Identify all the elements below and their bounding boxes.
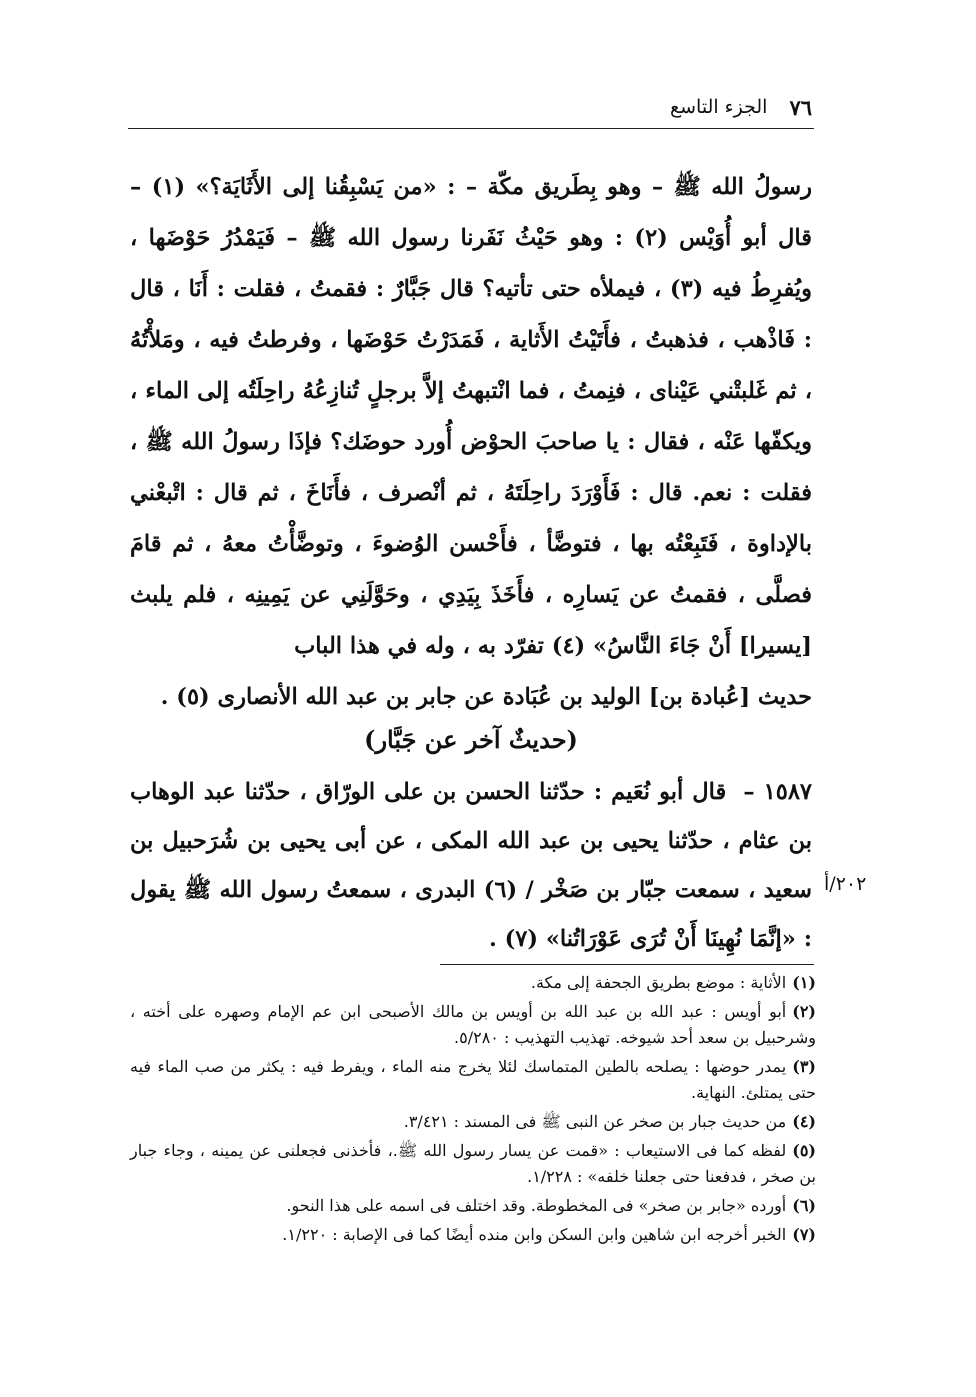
running-header [130, 88, 812, 126]
hadith-block [130, 768, 812, 964]
footnote-number: (٥) [792, 1141, 816, 1160]
footnote [130, 1054, 816, 1106]
hadith-text: قال أبو نُعَيم : حدّثنا الحسن بن على الورّاق ، حدّثنا عبد الوهاب بن عثام ، حدّثنا يحيى بن عبد الله المكى ، عن أبى يحيى بن شُرَحبيل بن سعيد ، سمعت جبّار بن صَخْر / (٦) البدرى ، سمعتُ رسول الله ﷺ يقول : «إنَّمَا نُهِينَا أَنْ تُرَى عَوْرَاتُنا» (٧) . [130, 779, 812, 952]
hadith-number: ١٥٨٧ – [743, 779, 812, 805]
footnote-number: (٧) [792, 1225, 816, 1244]
footnote-number: (٦) [792, 1196, 816, 1215]
footnotes [130, 970, 816, 1251]
margin-reference: ٢٠٢/أ [824, 873, 867, 895]
hadith-paragraph [130, 768, 812, 964]
footnote [130, 1193, 816, 1219]
footnote-text: لفظه كما فى الاستيعاب : «قمت عن يسار رسول الله ﷺ.، فأخذنى فجعلنى عن يمينه ، وجاء جبار بن صخر ، فدفعنا حتى جعلنا خلفه» : ١/٢٢٨. [130, 1141, 816, 1186]
footnote-text: من حديث جبار بن صخر عن النبى ﷺ فى المسند : ٣/٤٢١. [403, 1112, 787, 1131]
footnote-text: يمدر حوضها : يصلحه بالطين المتماسك لئلا يخرج منه الماء ، ويفرط فيه : يكثر من صب الماء فيه حتى يمتلئ. النهاية. [130, 1057, 816, 1102]
footnote-number: (١) [792, 973, 816, 992]
footnote-text: أبو أويس : عبد الله بن عبد الله بن أويس بن مالك الأصبحى ابن عم الإمام وصهره على أخته ، وشرحبيل بن سعد أحد شيوخه. تهذيب التهذيب : ٥/٢٨٠. [130, 1002, 816, 1047]
footnote-text: الأثاية : موضع بطريق الجحفة إلى مكة. [530, 973, 787, 992]
footnote [130, 1109, 816, 1135]
header-rule [128, 128, 814, 129]
footnote [130, 1138, 816, 1190]
main-paragraph-last-line: حديث [عُبادة بن] الوليد بن عُبَادة عن جابر بن عبد الله الأنصارى (٥) . [160, 684, 812, 710]
footnote [130, 1222, 816, 1248]
section-heading: (حديثٌ آخر عن جَبَّار) [364, 725, 578, 754]
footnote-number: (٤) [792, 1112, 816, 1131]
main-text-block [130, 162, 812, 723]
footnote-text: الخبر أخرجه ابن شاهين وابن السكن وابن منده أيضًا كما فى الإصابة : ١/٢٢٠. [282, 1225, 787, 1244]
page-number: ٧٦ [789, 94, 812, 120]
footnote [130, 999, 816, 1051]
footnote-number: (٣) [792, 1057, 816, 1076]
footnote [130, 970, 816, 996]
footnote-number: (٢) [792, 1002, 816, 1021]
footnote-text: أورده «جابر بن صخر» فى المخطوطة. وقد اختلف فى اسمه على هذا النحو. [286, 1196, 787, 1215]
volume-title: الجزء التاسع [670, 96, 768, 118]
main-paragraph: رسولُ الله ﷺ – وهو بِطَريق مكّة – : «من يَسْبِقُنا إلى الأَثَايَة؟» (١) – قال أبو أُوَيْس (٢) : وهو حَيْثُ نَفَرنا رسول الله ﷺ – فَيَمْدُرُ حَوْضَها ، ويُفرِطُ فيه (٣) ، فيملأه حتى تأتيه؟ قال جَبَّارٌ : فقمتُ ، فقلت : أَنَا ، قال : فَاذْهب ، فذهبتُ ، فأَتَيْتُ الأَثاية ، فَمَدَرْتُ حَوْضَها ، وفرطتُ فيه ، ومَلأْتُهُ ، ثم غَلبتْني عَيْناى ، فنِمتُ ، فما انْتبهتُ إلاَّ برجلٍ تُنازِعُهُ راحِلَتُه إلى الماء ، ويكفّها عَنْه ، فقال : يا صاحبَ الحوْض أُورد حوضَك؟ فإذَا رسولُ الله ﷺ ، فقلت : نعم. قال : فَأَوْرَدَ راحِلَتَهُ ، ثم أنْصرف ، فأَنَاخَ ، ثم قال : اتْبعْني بالإداوة ، فَتَبِعْتُه بها ، فتوضَّأ ، فأَحْسن الوُضوءَ ، وتوضَّأْتُ معهُ ، ثم قامَ فصلَّى ، فقمتُ عن يَسارِه ، فأَخَذَ بِيَدِي ، وحَوَّلَنِي عن يَمِينِه ، فلم يلبث [يسيرا] أَنْ جَاءَ النَّاسُ» (٤) تفرّد به ، وله في هذا الباب [130, 174, 812, 659]
footnote-rule [440, 964, 814, 965]
